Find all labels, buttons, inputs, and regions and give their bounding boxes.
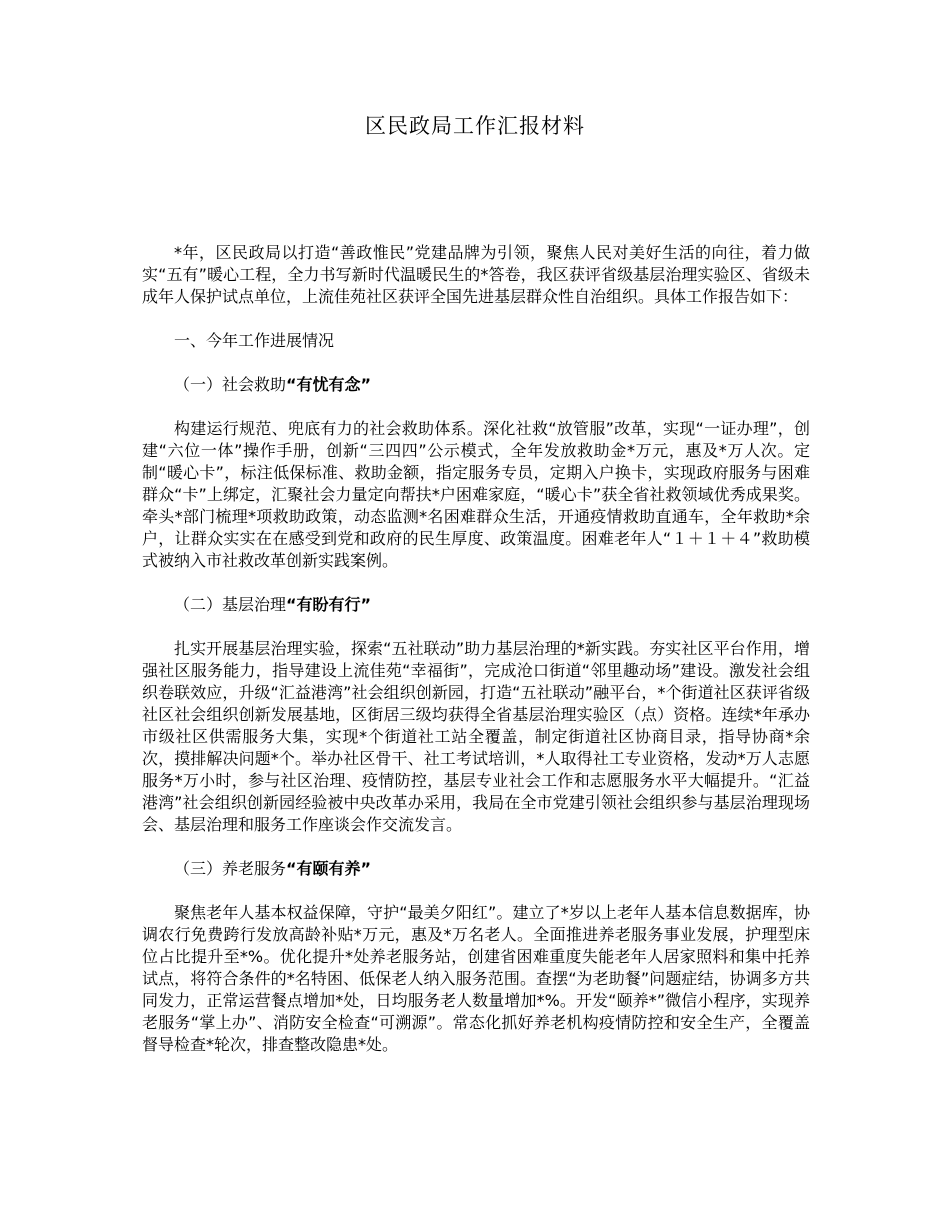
subsection-heading-2-emphasis: “有盼有行” bbox=[286, 595, 372, 614]
spacer bbox=[142, 616, 810, 638]
spacer bbox=[142, 572, 810, 594]
subsection-heading-2-prefix: （二）基层治理 bbox=[174, 595, 287, 614]
spacer bbox=[142, 396, 810, 418]
document-title: 区民政局工作汇报材料 bbox=[365, 114, 585, 138]
subsection-heading-1-emphasis: “有忧有念” bbox=[286, 375, 372, 394]
section-heading-1: 一、今年工作进展情况 bbox=[174, 331, 335, 350]
subsection-heading-3 bbox=[142, 858, 810, 880]
spacer bbox=[142, 836, 810, 858]
subsection-heading-1-prefix: （一）社会救助 bbox=[174, 375, 287, 394]
spacer bbox=[142, 352, 810, 374]
subsection-heading-2 bbox=[142, 594, 810, 616]
subsection-heading-3-prefix: （三）养老服务 bbox=[174, 859, 287, 878]
spacer bbox=[142, 308, 810, 330]
paragraph-elderly-care: 聚焦老年人基本权益保障，守护“最美夕阳红”。建立了*岁以上老年人基本信息数据库，协调农行免费跨行发放高龄补贴*万元，惠及*万名老人。全面推进养老服务事业发展，护理型床位占比提升至*%。优化提升*处养老服务站，创建省困难重度失能老年人居家照料和集中托养试点，将符合条件的*名特困、低保老人纳入服务范围。查摆“为老助餐”问题症结，协调多方共同发力，正常运营餐点增加*处，日均服务老人数量增加*%。开发“颐养*”微信小程序，实现养老服务“掌上办”、消防安全检查“可溯源”。常态化抓好养老机构疫情防控和安全生产，全覆盖督导检查*轮次，排查整改隐患*处。 bbox=[142, 903, 810, 1054]
spacer bbox=[142, 880, 810, 902]
document-body bbox=[142, 242, 810, 1056]
paragraph-social-assistance: 构建运行规范、兜底有力的社会救助体系。深化社救“放管服”改革，实现“一证办理”，创建“六位一体”操作手册，创新“三四四”公示模式，全年发放救助金*万元，惠及*万人次。定制“暖心卡”，标注低保标准、救助金额，指定服务专员，定期入户换卡，实现政府服务与困难群众“卡”上绑定，汇聚社会力量定向帮扶*户困难家庭，“暖心卡”获全省社救领域优秀成果奖。牵头*部门梳理*项救助政策，动态监测*名困难群众生活，开通疫情救助直通车，全年救助*余户，让群众实实在在感受到党和政府的民生厚度、政策温度。困难老年人“１＋１＋４”救助模式被纳入市社救改革创新实践案例。 bbox=[142, 419, 810, 570]
intro-paragraph: *年，区民政局以打造“善政惟民”党建品牌为引领，聚焦人民对美好生活的向往，着力做实“五有”暖心工程，全力书写新时代温暖民生的*答卷，我区获评省级基层治理实验区、省级未成年人保护试点单位，上流佳苑社区获评全国先进基层群众性自治组织。具体工作报告如下： bbox=[142, 243, 810, 306]
subsection-heading-3-emphasis: “有颐有养” bbox=[286, 859, 372, 878]
paragraph-grassroots-governance: 扎实开展基层治理实验，探索“五社联动”助力基层治理的*新实践。夯实社区平台作用，增强社区服务能力，指导建设上流佳苑“幸福街”，完成沧口街道“邻里趣动场”建设。激发社会组织卷联效应，升级“汇益港湾”社会组织创新园，打造“五社联动”融平台，*个街道社区获评省级社区社会组织创新发展基地，区街居三级均获得全省基层治理实验区（点）资格。连续*年承办市级社区供需服务大集，实现*个街道社工站全覆盖，制定街道社区协商目录，指导协商*余次，摸排解决问题*个。举办社区骨干、社工考试培训，*人取得社工专业资格，发动*万人志愿服务*万小时，参与社区治理、疫情防控，基层专业社会工作和志愿服务水平大幅提升。“汇益港湾”社会组织创新园经验被中央改革办采用，我局在全市党建引领社会组织参与基层治理现场会、基层治理和服务工作座谈会作交流发言。 bbox=[142, 639, 810, 834]
subsection-heading-1 bbox=[142, 374, 810, 396]
